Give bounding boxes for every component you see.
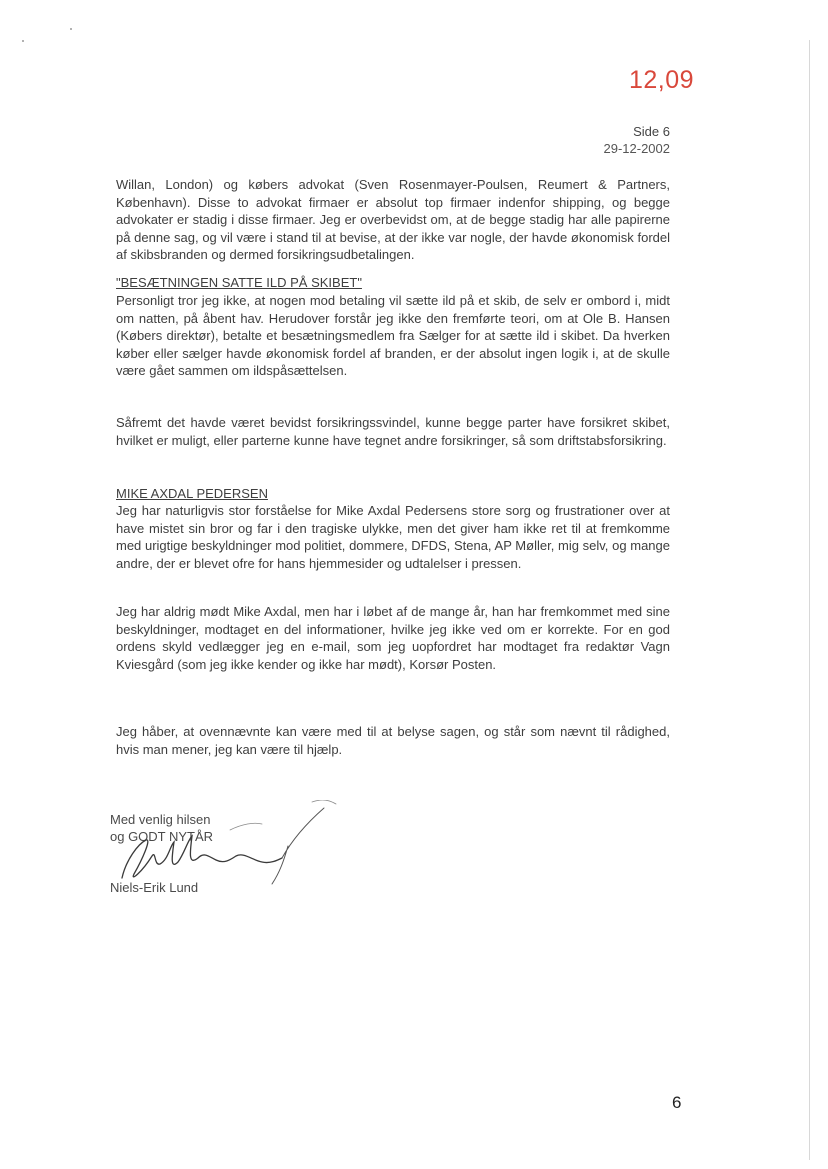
fax-page-number: 12,09	[628, 66, 694, 94]
section-heading-mike-axdal: MIKE AXDAL PEDERSEN	[116, 486, 268, 501]
paragraph-closing-remark: Jeg håber, at ovennævnte kan være med til at belyse sagen, og står som nævnt til rådighed, hvis man mener, jeg kan være til hjælp.	[116, 724, 670, 757]
scan-speck	[70, 28, 72, 30]
paragraph-crew-fire: Personligt tror jeg ikke, at nogen mod betaling vil sætte ild på et skib, de selv er ombord i, midt om natten, på åbent hav. Herudover forstår jeg ikke den fremførte teori, om at Ole B. Hansen (Købers direktør), betalte et besætningsmedlem fra Sælger for at sætte ild i skibet. Da hverken køber eller sælger havde økonomisk fordel af branden, er der absolut ingen logik i, at de skulle være gået sammen om ildspåsættelsen.	[116, 293, 670, 378]
paragraph-insurance-fraud: Såfremt det havde været bevidst forsikringssvindel, kunne begge parter have forsikret skibet, hvilket er muligt, eller parterne kunne have tegnet andre forsikringer, så som driftstabsforsikring.	[116, 415, 670, 448]
closing-new-year-wish: og GODT NYTÅR	[110, 829, 214, 844]
closing-greeting: Med venlig hilsen	[110, 812, 211, 827]
scan-speck	[22, 40, 24, 42]
paragraph-mike-axdal-info: Jeg har aldrig mødt Mike Axdal, men har i løbet af de mange år, han har fremkommet med sine beskyldninger, modtaget en del informationer, hvilke jeg ikke ved om er korrekte. For en god ordens skyld vedlægger jeg en e-mail, som jeg uopfordret har modtaget fra redaktør Vagn Kviesgård (som jeg ikke kender og ikke har mødt), Korsør Posten.	[116, 604, 670, 672]
page-side-label: Side 6	[633, 124, 670, 139]
section-heading-crew-fire: "BESÆTNINGEN SATTE ILD PÅ SKIBET"	[116, 275, 362, 290]
page-number: 6	[672, 1093, 682, 1112]
scan-edge-line	[809, 40, 810, 1160]
paragraph-lawyers: Willan, London) og købers advokat (Sven Rosenmayer-Poulsen, Reumert & Partners, København). Disse to advokat firmaer er absolut top firmaer indenfor shipping, og begge advokater er stadig i disse firmaer. Jeg er overbevidst om, at de begge stadig har alle papirerne på denne sag, og vil være i stand til at bevise, at der ikke var nogle, der havde økonomisk fordel af skibsbranden og dermed forsikringsudbetalingen.	[116, 177, 670, 262]
signer-name: Niels-Erik Lund	[110, 880, 199, 895]
paragraph-mike-axdal-sorrow: Jeg har naturligvis stor forståelse for Mike Axdal Pedersens store sorg og frustrationer over at have mistet sin bror og far i den tragiske ulykke, men det giver ham ikke ret til at fremkomme med urigtige beskyldninger mod politiet, dommere, DFDS, Stena, AP Møller, mig selv, og mange andre, der er blevet ofre for hans hjemmesider og udtalelser i pressen.	[116, 503, 670, 571]
letter-date: 29-12-2002	[603, 141, 670, 156]
